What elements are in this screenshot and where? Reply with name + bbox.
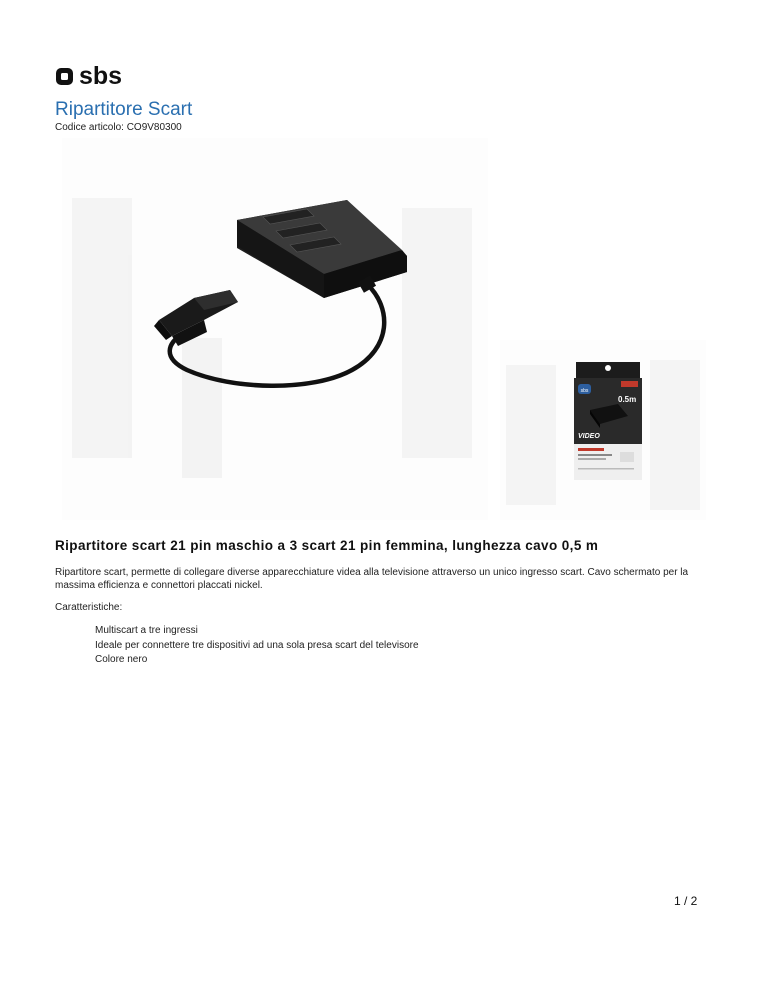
svg-text:VIDEO: VIDEO <box>578 433 600 440</box>
product-title: Ripartitore Scart <box>55 99 193 120</box>
feature-item: Ideale per connettere tre dispositivi ad una sola presa scart del televisore <box>95 639 419 651</box>
sbs-logo <box>55 62 137 88</box>
packaging-image <box>500 340 706 520</box>
product-description: Ripartitore scart, permette di collegare diverse apparecchiature videa alla televisione attraverso un unico ingresso scart. Cavo schermato per la massima efficienza e connettori placcati nickel. <box>55 567 689 591</box>
svg-text:sbs: sbs <box>79 62 123 88</box>
product-heading: Ripartitore scart 21 pin maschio a 3 scart 21 pin femmina, lunghezza cavo 0,5 m <box>55 538 599 553</box>
feature-item: Multiscart a tre ingressi <box>95 625 198 636</box>
features-list <box>95 624 419 668</box>
scart-splitter-image <box>62 138 488 520</box>
svg-text:0.5m: 0.5m <box>618 395 637 404</box>
svg-text:sbs: sbs <box>580 388 589 394</box>
features-label: Caratteristiche: <box>55 602 123 613</box>
feature-item: Colore nero <box>95 654 148 665</box>
page-number: 1 / 2 <box>674 894 698 908</box>
product-code: Codice articolo: CO9V80300 <box>55 122 182 133</box>
